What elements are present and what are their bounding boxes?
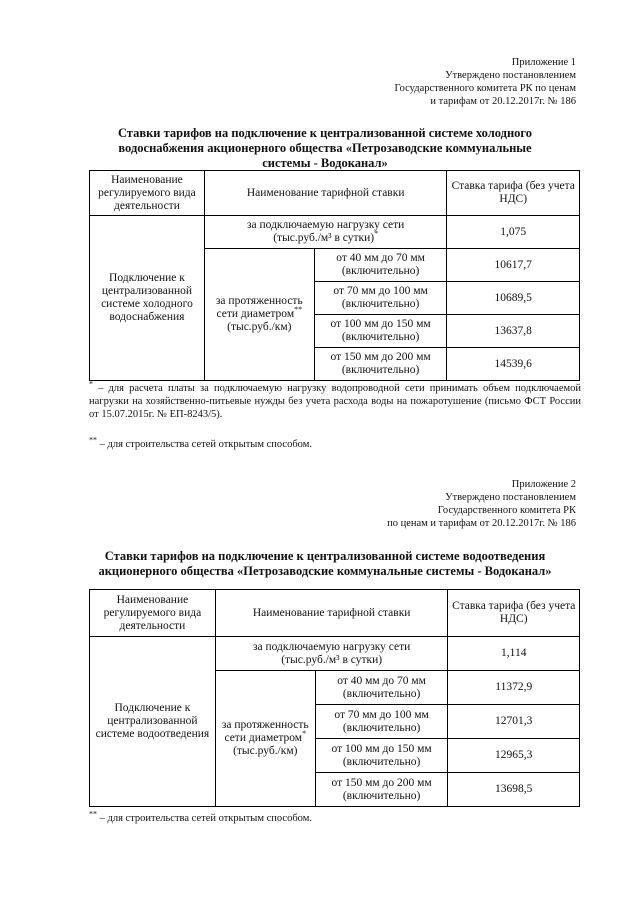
header-activity: Наименование регулируемого вида деятельности <box>90 590 216 637</box>
diameter-range-cell: от 100 мм до 150 мм (включительно) <box>314 315 447 348</box>
table-2-title: Ставки тарифов на подключение к централизованной системе водоотведения акционерного общества «Петрозаводские коммунальные системы - Водоканал» <box>98 549 552 578</box>
load-rate-value: 1,075 <box>447 216 580 249</box>
annex-2-header <box>387 478 576 530</box>
annex-1-number: Приложение 1 <box>511 57 576 68</box>
rate-value-cell: 12701,3 <box>448 705 580 739</box>
annex-2-number: Приложение 2 <box>511 479 576 490</box>
rate-value-cell: 13698,5 <box>448 773 580 807</box>
activity-cell: Подключение к централизованной системе водоотведения <box>90 637 216 807</box>
table-1-title: Ставки тарифов на подключение к централизованной системе холодного водоснабжения акционерного общества «Петрозаводские коммунальные системы - Водоканал» <box>117 126 533 170</box>
diameter-range-cell: от 70 мм до 100 мм (включительно) <box>314 282 447 315</box>
diameter-range-cell: от 40 мм до 70 мм (включительно) <box>314 249 447 282</box>
footnote-1: * – для расчета платы за подключаемую нагрузку водопроводной сети принимать объем подключаемой нагрузки на хозяйственно-питьевые нужды без учета расхода воды на пожаротушение (письмо ФСТ России от 15.07.2015г. № ЕП-8243/5). <box>89 379 581 420</box>
table-header-row <box>90 171 580 216</box>
cold-water-tariff-table <box>89 170 580 381</box>
wastewater-tariff-table <box>89 589 580 807</box>
header-rate: Ставка тарифа (без учета НДС) <box>448 590 580 637</box>
footnote-3: ** – для строительства сетей открытым способом. <box>89 809 312 824</box>
load-rate-cell: за подключаемую нагрузку сети (тыс.руб./м³ в сутки)* <box>204 216 447 249</box>
diameter-range-cell: от 150 мм до 200 мм (включительно) <box>315 773 448 807</box>
rate-value-cell: 14539,6 <box>447 348 580 381</box>
header-rate: Ставка тарифа (без учета НДС) <box>447 171 580 216</box>
length-rate-cell: за протяженность сети диаметром** (тыс.руб./км) <box>204 249 314 381</box>
table-row <box>90 216 580 249</box>
table-header-row <box>90 590 580 637</box>
rate-value-cell: 11372,9 <box>448 671 580 705</box>
annex-1-committee: Государственного комитета РК по ценам <box>394 83 576 94</box>
annex-1-header <box>394 56 576 108</box>
annex-2-committee: Государственного комитета РК <box>437 505 576 516</box>
annex-1-date: и тарифам от 20.12.2017г. № 186 <box>430 96 576 107</box>
annex-2-date: по ценам и тарифам от 20.12.2017г. № 186 <box>387 518 576 529</box>
diameter-range-cell: от 40 мм до 70 мм (включительно) <box>315 671 448 705</box>
rate-value-cell: 12965,3 <box>448 739 580 773</box>
activity-cell: Подключение к централизованной системе холодного водоснабжения <box>90 216 205 381</box>
rate-value-cell: 10617,7 <box>447 249 580 282</box>
rate-value-cell: 10689,5 <box>447 282 580 315</box>
diameter-range-cell: от 150 мм до 200 мм (включительно) <box>314 348 447 381</box>
header-rate-name: Наименование тарифной ставки <box>215 590 448 637</box>
diameter-range-cell: от 70 мм до 100 мм (включительно) <box>315 705 448 739</box>
load-rate-value: 1,114 <box>448 637 580 671</box>
rate-value-cell: 13637,8 <box>447 315 580 348</box>
table-row <box>90 637 580 671</box>
footnote-2: ** – для строительства сетей открытым способом. <box>89 435 312 450</box>
annex-2-approved: Утверждено постановлением <box>445 492 576 503</box>
annex-1-approved: Утверждено постановлением <box>445 70 576 81</box>
header-activity: Наименование регулируемого вида деятельности <box>90 171 205 216</box>
load-rate-cell: за подключаемую нагрузку сети (тыс.руб./м³ в сутки) <box>215 637 448 671</box>
diameter-range-cell: от 100 мм до 150 мм (включительно) <box>315 739 448 773</box>
header-rate-name: Наименование тарифной ставки <box>204 171 447 216</box>
length-rate-cell: за протяженность сети диаметром* (тыс.руб./км) <box>215 671 315 807</box>
